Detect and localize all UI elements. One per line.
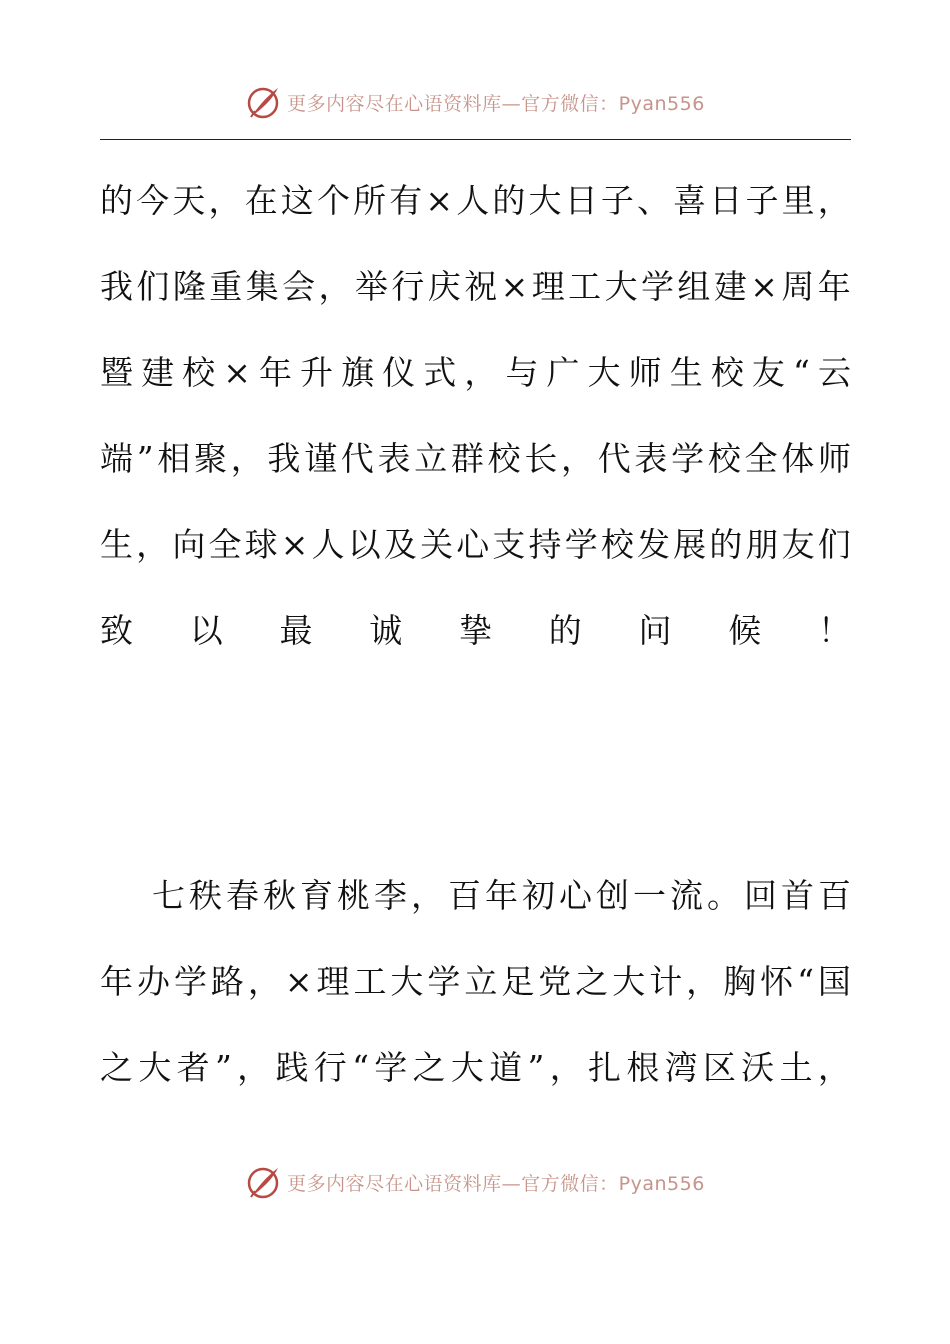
glyph: 之 — [412, 1048, 446, 1087]
glyph: 桃 — [337, 876, 370, 915]
glyph: 李 — [374, 876, 407, 915]
text-line — [100, 434, 851, 484]
glyph: 式 — [423, 353, 457, 392]
glyph: 创 — [596, 876, 629, 915]
glyph: 办 — [136, 962, 170, 1001]
glyph: 有 — [389, 181, 423, 220]
glyph: 这 — [280, 181, 314, 220]
glyph: 行 — [391, 267, 425, 306]
text-line — [152, 871, 851, 921]
glyph: ！ — [818, 611, 851, 650]
glyph: 育 — [300, 876, 333, 915]
header-wechat-id: Pyan556 — [618, 92, 705, 115]
glyph: 向 — [172, 525, 206, 564]
text-line — [100, 957, 851, 1007]
glyph: ， — [208, 181, 242, 220]
glyph: 学 — [564, 525, 598, 564]
glyph: 学 — [374, 1048, 408, 1087]
glyph: 仪 — [382, 353, 416, 392]
glyph: 年 — [100, 962, 133, 1001]
footer-wechat-id: Pyan556 — [618, 1172, 705, 1195]
glyph: “ — [792, 353, 810, 392]
header-divider — [100, 139, 851, 140]
glyph: 举 — [354, 267, 388, 306]
glyph: 区 — [702, 1048, 736, 1087]
glyph: ， — [247, 962, 281, 1001]
glyph: 以 — [189, 611, 223, 650]
glyph: 沃 — [741, 1048, 775, 1087]
glyph: 大 — [390, 962, 424, 1001]
glyph: 重 — [209, 267, 243, 306]
glyph: 们 — [136, 267, 170, 306]
glyph: 旗 — [341, 353, 375, 392]
glyph: × — [223, 353, 251, 392]
glyph: 学 — [427, 962, 461, 1001]
glyph: 年 — [817, 267, 851, 306]
header-banner-text — [287, 89, 705, 116]
glyph: 的 — [709, 525, 743, 564]
glyph: 校 — [487, 439, 521, 478]
glyph: ” — [136, 439, 154, 478]
glyph: 校 — [182, 353, 216, 392]
glyph: 喜 — [673, 181, 707, 220]
glyph: 立 — [464, 962, 498, 1001]
glyph: 端 — [100, 439, 133, 478]
glyph: 所 — [353, 181, 387, 220]
glyph: 土 — [779, 1048, 813, 1087]
glyph: ， — [464, 353, 498, 392]
glyph: 我 — [267, 439, 301, 478]
glyph: 路 — [210, 962, 244, 1001]
glyph: ， — [237, 1048, 271, 1087]
glyph: 大 — [604, 267, 638, 306]
text-line — [100, 262, 851, 312]
header-banner-label: 更多内容尽在心语资料库—官方微信： — [287, 92, 619, 115]
glyph: 春 — [226, 876, 259, 915]
glyph: 。 — [707, 876, 740, 915]
text-line — [100, 176, 851, 226]
glyph: 初 — [522, 876, 555, 915]
glyph: 建 — [713, 267, 747, 306]
glyph: 全 — [208, 525, 242, 564]
glyph: 扎 — [588, 1048, 621, 1087]
text-line — [100, 1043, 851, 1093]
glyph: 代 — [340, 439, 374, 478]
glyph: 的 — [492, 181, 526, 220]
glyph: 者 — [176, 1048, 210, 1087]
glyph: 代 — [597, 439, 631, 478]
glyph: 表 — [634, 439, 668, 478]
glyph: 党 — [538, 962, 572, 1001]
glyph: 道 — [489, 1048, 523, 1087]
glyph: 流 — [670, 876, 703, 915]
quill-logo-icon — [245, 1164, 281, 1200]
glyph: 大 — [138, 1048, 172, 1087]
glyph: 我 — [100, 267, 133, 306]
glyph: 师 — [628, 353, 662, 392]
glyph: 谨 — [304, 439, 338, 478]
glyph: 友 — [751, 353, 785, 392]
glyph: 最 — [279, 611, 313, 650]
glyph: 候 — [728, 611, 762, 650]
glyph: 之 — [575, 962, 609, 1001]
glyph: 七 — [152, 876, 185, 915]
glyph: 大 — [450, 1048, 484, 1087]
glyph: 体 — [781, 439, 815, 478]
glyph: 大 — [612, 962, 646, 1001]
glyph: 日 — [709, 181, 743, 220]
glyph: 聚 — [193, 439, 227, 478]
glyph: ， — [549, 1048, 583, 1087]
glyph: ， — [817, 1048, 851, 1087]
glyph: 工 — [353, 962, 387, 1001]
glyph: 关 — [420, 525, 454, 564]
glyph: 会 — [282, 267, 316, 306]
glyph: 的 — [548, 611, 582, 650]
glyph: 一 — [633, 876, 666, 915]
glyph: × — [425, 181, 454, 220]
glyph: 大 — [528, 181, 562, 220]
glyph: 怀 — [760, 962, 794, 1001]
glyph: 挚 — [459, 611, 492, 650]
glyph: 百 — [448, 876, 481, 915]
glyph: 广 — [546, 353, 580, 392]
glyph: 今 — [136, 181, 170, 220]
glyph: 生 — [669, 353, 703, 392]
glyph: 友 — [781, 525, 815, 564]
glyph: 校 — [600, 525, 634, 564]
glyph: 心 — [559, 876, 592, 915]
glyph: 子 — [745, 181, 779, 220]
glyph: ， — [411, 876, 444, 915]
glyph: 致 — [100, 611, 133, 650]
glyph: 群 — [450, 439, 484, 478]
footer-banner-text — [287, 1169, 705, 1196]
glyph: 学 — [173, 962, 207, 1001]
glyph: × — [500, 267, 529, 306]
glyph: 们 — [817, 525, 851, 564]
glyph: 持 — [528, 525, 562, 564]
glyph: 国 — [817, 962, 851, 1001]
glyph: 里 — [781, 181, 815, 220]
glyph: 诚 — [369, 611, 403, 650]
glyph: ” — [527, 1048, 545, 1087]
glyph: 祝 — [464, 267, 498, 306]
glyph: 、 — [637, 181, 670, 220]
glyph: ， — [230, 439, 264, 478]
glyph: 足 — [501, 962, 535, 1001]
glyph: 立 — [414, 439, 448, 478]
footer-banner — [0, 1162, 950, 1202]
glyph: 秋 — [263, 876, 296, 915]
glyph: 展 — [673, 525, 707, 564]
glyph: 庆 — [427, 267, 461, 306]
glyph: × — [750, 267, 778, 306]
glyph: 支 — [492, 525, 526, 564]
glyph: 在 — [244, 181, 278, 220]
glyph: ， — [686, 962, 720, 1001]
glyph: 行 — [313, 1048, 347, 1087]
glyph: 个 — [316, 181, 350, 220]
glyph: 胸 — [723, 962, 757, 1001]
glyph: 隆 — [172, 267, 206, 306]
glyph: 集 — [245, 267, 279, 306]
glyph: 云 — [817, 353, 851, 392]
glyph: “ — [352, 1048, 369, 1087]
glyph: 师 — [817, 439, 851, 478]
glyph: 及 — [383, 525, 417, 564]
glyph: 人 — [311, 525, 345, 564]
glyph: 子 — [600, 181, 634, 220]
glyph: 问 — [638, 611, 672, 650]
glyph: 根 — [626, 1048, 660, 1087]
glyph: 周 — [781, 267, 815, 306]
glyph: ” — [214, 1048, 232, 1087]
glyph: 全 — [744, 439, 778, 478]
header-banner — [0, 82, 950, 122]
glyph: 理 — [531, 267, 565, 306]
glyph: 心 — [456, 525, 490, 564]
glyph: 理 — [316, 962, 350, 1001]
text-line — [100, 520, 851, 570]
glyph: ， — [136, 525, 170, 564]
text-line — [100, 606, 851, 656]
glyph: 升 — [300, 353, 334, 392]
glyph: 生 — [100, 525, 133, 564]
glyph: 朋 — [745, 525, 779, 564]
glyph: 暨 — [100, 353, 133, 392]
glyph: 湾 — [664, 1048, 698, 1087]
glyph: 的 — [100, 181, 133, 220]
footer-banner-label: 更多内容尽在心语资料库—官方微信： — [287, 1172, 619, 1195]
glyph: “ — [797, 962, 814, 1001]
glyph: 回 — [744, 876, 777, 915]
glyph: 以 — [347, 525, 381, 564]
glyph: 工 — [568, 267, 602, 306]
glyph: 校 — [707, 439, 741, 478]
glyph: 天 — [172, 181, 206, 220]
glyph: 人 — [456, 181, 490, 220]
glyph: 大 — [587, 353, 621, 392]
glyph: 长 — [524, 439, 558, 478]
glyph: 百 — [818, 876, 851, 915]
glyph: ， — [318, 267, 352, 306]
glyph: 年 — [258, 353, 292, 392]
glyph: 发 — [637, 525, 670, 564]
glyph: 组 — [677, 267, 711, 306]
glyph: × — [284, 962, 313, 1001]
glyph: 校 — [710, 353, 744, 392]
glyph: 之 — [100, 1048, 133, 1087]
glyph: 球 — [244, 525, 278, 564]
glyph: × — [280, 525, 309, 564]
glyph: 学 — [671, 439, 705, 478]
glyph: 秩 — [189, 876, 222, 915]
glyph: 年 — [485, 876, 518, 915]
glyph: 建 — [141, 353, 175, 392]
text-line — [100, 348, 851, 398]
glyph: 日 — [564, 181, 598, 220]
glyph: 践 — [275, 1048, 309, 1087]
glyph: ， — [561, 439, 595, 478]
quill-logo-icon — [245, 84, 281, 120]
glyph: ， — [817, 181, 851, 220]
glyph: 首 — [781, 876, 814, 915]
glyph: 与 — [505, 353, 539, 392]
glyph: 相 — [157, 439, 191, 478]
glyph: 计 — [649, 962, 683, 1001]
glyph: 学 — [640, 267, 674, 306]
glyph: 表 — [377, 439, 411, 478]
